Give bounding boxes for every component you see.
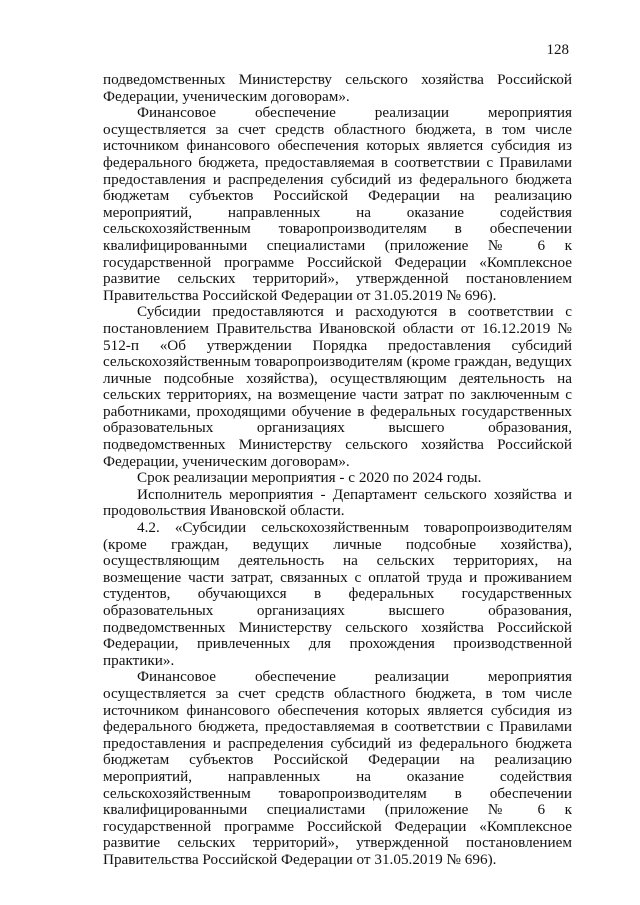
paragraph-subsidies: Субсидии предоставляются и расходуются в соответствии с постановлением Правительства Ивановской области от 16.12.2019 № 512-п «Об утверждении Порядка предоставления субсидий сельскохозяйственным товаропроизводителям (кроме граждан, ведущих личные подсобные хозяйства), осуществляющим деятельность на сельских территориях, на возмещение части затрат по заключенным с работниками, проходящими обучение в федеральных государственных образовательных организациях высшего образования, подведомственных Министерству сельского хозяйства Российской Федерации, ученическим договорам».: [103, 303, 572, 470]
paragraph-term: Срок реализации мероприятия - с 2020 по 2024 годы.: [137, 469, 482, 487]
paragraph-continuation: подведомственных Министерству сельского хозяйства Российской Федерации, ученическим договорам».: [103, 71, 572, 105]
document-body: [103, 72, 572, 869]
paragraph-financing-1: Финансовое обеспечение реализации мероприятия осуществляется за счет средств областного бюджета, в том числе источником финансового обеспечения которых является субсидия из федерального бюджета, предоставляемая в соответствии с Правилами предоставления и распределения субсидий из федерального бюджета бюджетам субъектов Российской Федерации на реализацию мероприятий, направленных на оказание содействия сельскохозяйственным товаропроизводителям в обеспечении квалифицированными специалистами (приложение № 6 к государственной программе Российской Федерации «Комплексное развитие сельских территорий», утвержденной постановлением Правительства Российской Федерации от 31.05.2019 № 696).: [103, 104, 572, 304]
page-number: 128: [546, 42, 569, 58]
paragraph-financing-2: Финансовое обеспечение реализации мероприятия осуществляется за счет средств областного бюджета, в том числе источником финансового обеспечения которых является субсидия из федерального бюджета, предоставляемая в соответствии с Правилами предоставления и распределения субсидий из федерального бюджета бюджетам субъектов Российской Федерации на реализацию мероприятий, направленных на оказание содействия сельскохозяйственным товаропроизводителям в обеспечении квалифицированными специалистами (приложение № 6 к государственной программе Российской Федерации «Комплексное развитие сельских территорий», утвержденной постановлением Правительства Российской Федерации от 31.05.2019 № 696).: [103, 668, 572, 868]
paragraph-executor: Исполнитель мероприятия - Департамент сельского хозяйства и продовольствия Ивановской области.: [103, 485, 572, 520]
paragraph-measure-4-2: 4.2. «Субсидии сельскохозяйственным товаропроизводителям (кроме граждан, ведущих личные подсобные хозяйства), осуществляющим деятельность на сельских территориях, на возмещение части затрат, связанных с оплатой труда и проживанием студентов, обучающихся в федеральных государственных образовательных организациях высшего образования, подведомственных Министерству сельского хозяйства Российской Федерации, привлеченных для прохождения производственной практики».: [103, 519, 572, 669]
